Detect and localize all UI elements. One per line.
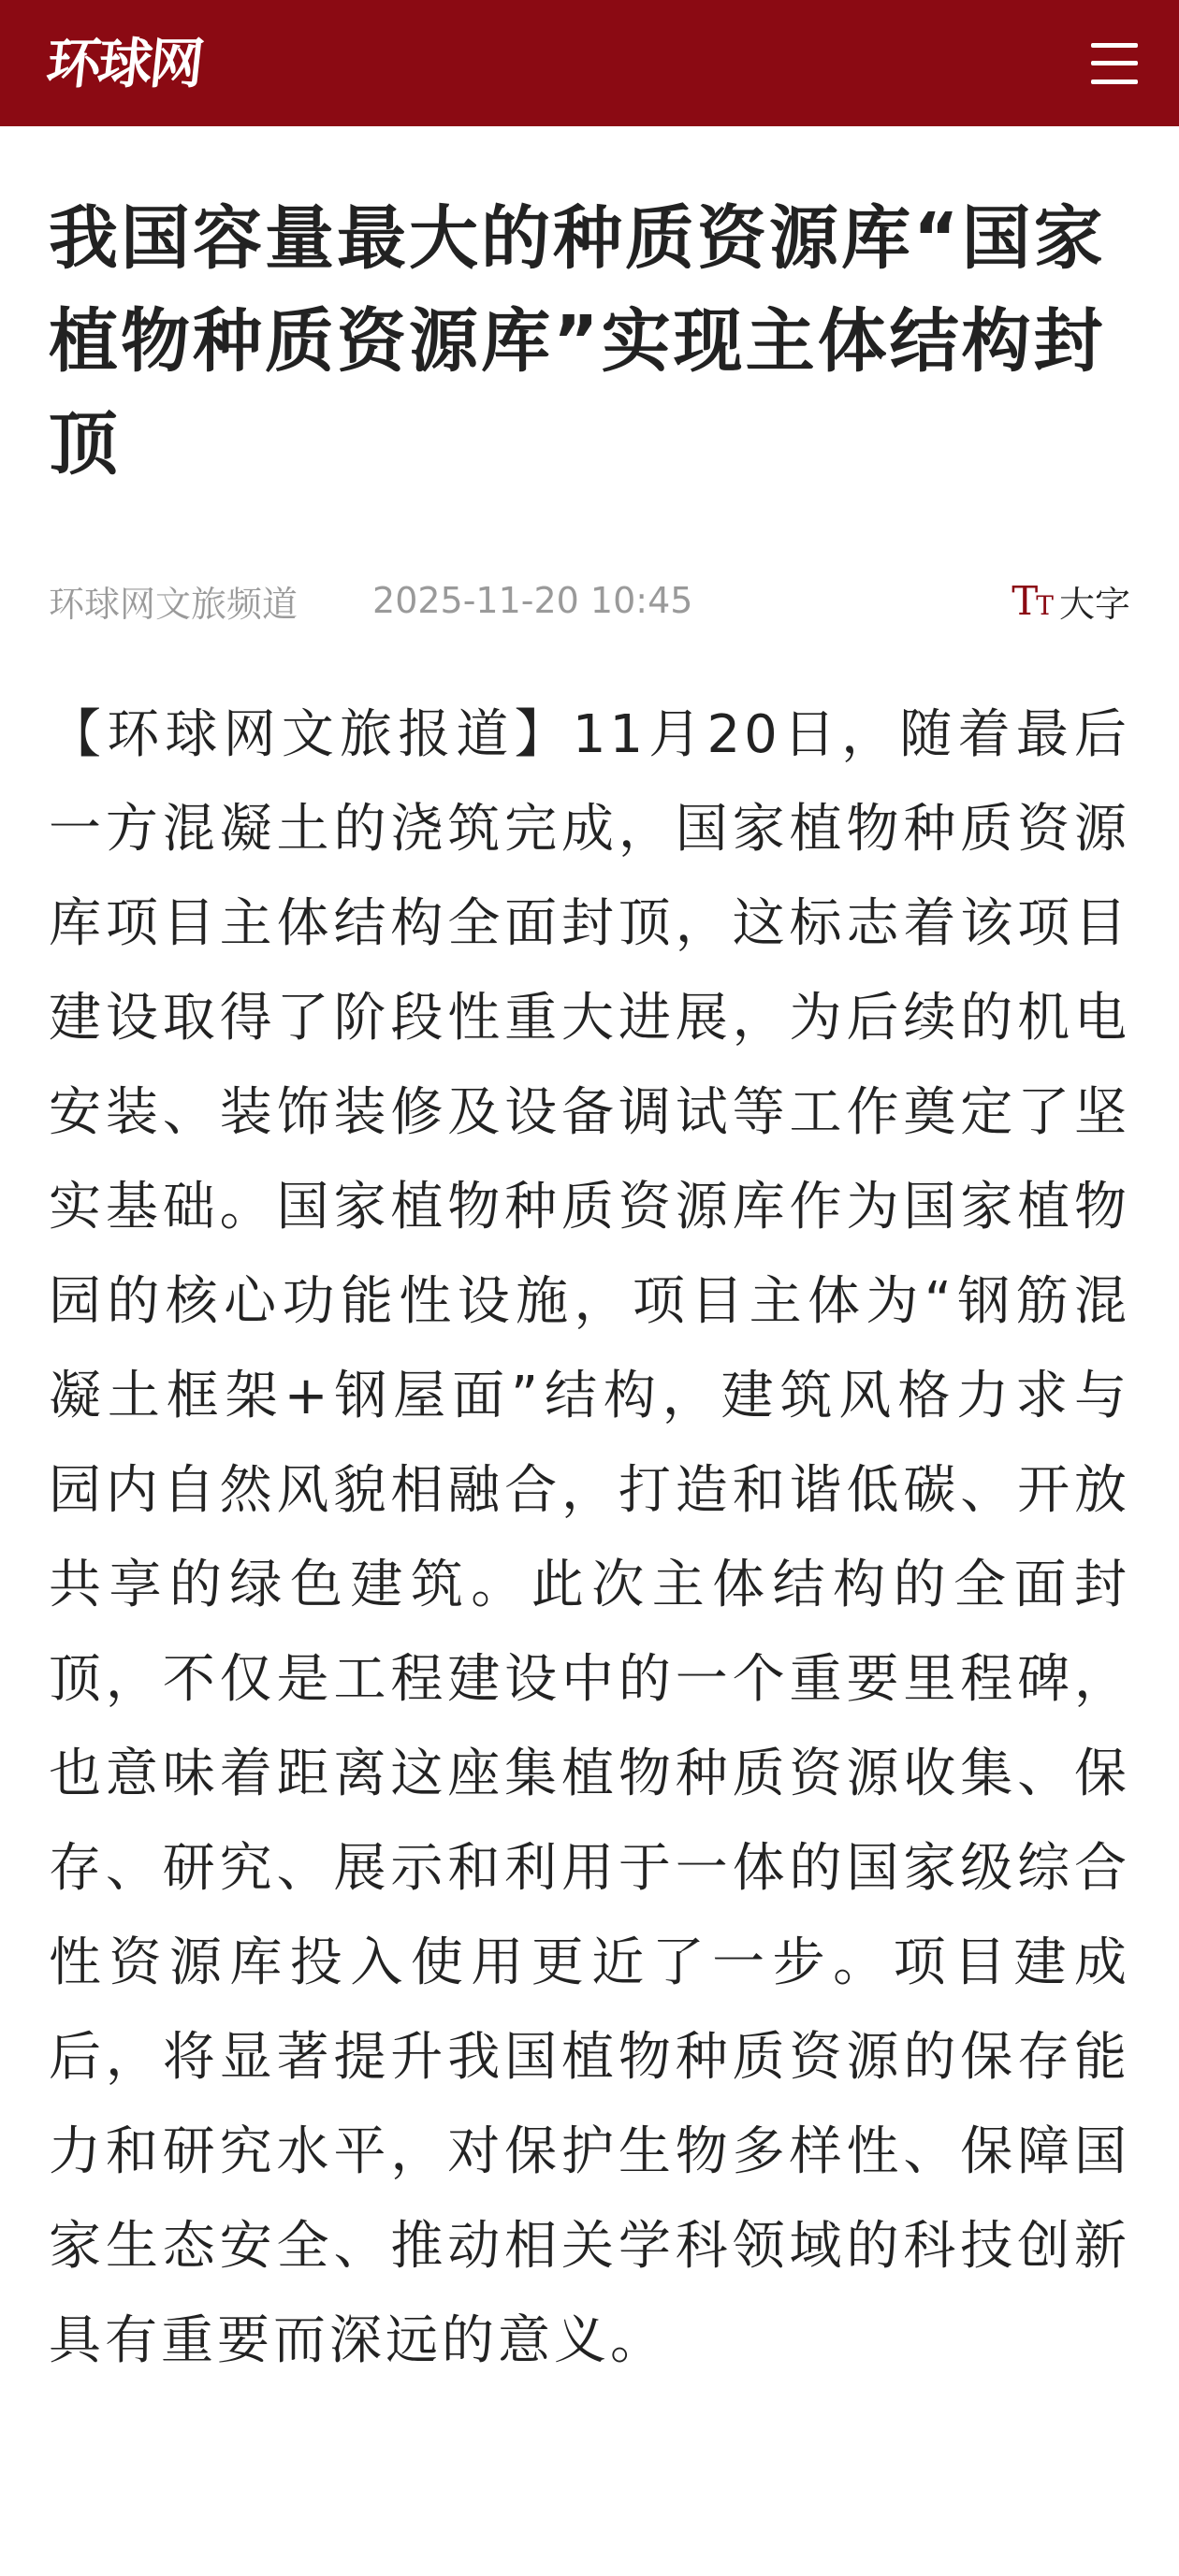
menu-line (1091, 43, 1138, 48)
article-datetime: 2025-11-20 10:45 (372, 580, 693, 621)
article-meta (49, 572, 1130, 629)
site-logo[interactable]: 环球网 (43, 31, 205, 95)
article-header (49, 187, 1130, 496)
font-size-toggle[interactable] (1012, 575, 1130, 627)
article-title: 我国容量最大的种质资源库“国家植物种质资源库”实现主体结构封顶 (49, 198, 1106, 485)
article-body: 【环球网文旅报道】11月20日，随着最后一方混凝土的浇筑完成，国家植物种质资源库项目主体结构全面封顶，这标志着该项目建设取得了阶段性重大进展，为后续的机电安装、装饰装修及设备调试等工作奠定了坚实基础。国家植物种质资源库作为国家植物园的核心功能性设施，项目主体为“钢筋混凝土框架+钢屋面”结构，建筑风格力求与园内自然风貌相融合，打造和谐低碳、开放共享的绿色建筑。此次主体结构的全面封顶，不仅是工程建设中的一个重要里程碑，也意味着距离这座集植物种质资源收集、保存、研究、展示和利用于一体的国家级综合性资源库投入使用更近了一步。项目建成后，将显著提升我国植物种质资源的保存能力和研究水平，对保护生物多样性、保障国家生态安全、推动相关学科领域的科技创新具有重要而深远的意义。 (49, 704, 1130, 2371)
text-size-icon: TT (1012, 577, 1052, 624)
font-size-label: 大字 (1058, 583, 1130, 625)
article-source[interactable]: 环球网文旅频道 (49, 583, 298, 625)
menu-line (1091, 61, 1138, 65)
menu-line (1091, 80, 1138, 84)
hamburger-menu-icon[interactable] (1091, 43, 1138, 84)
top-navigation-bar (0, 0, 1179, 126)
